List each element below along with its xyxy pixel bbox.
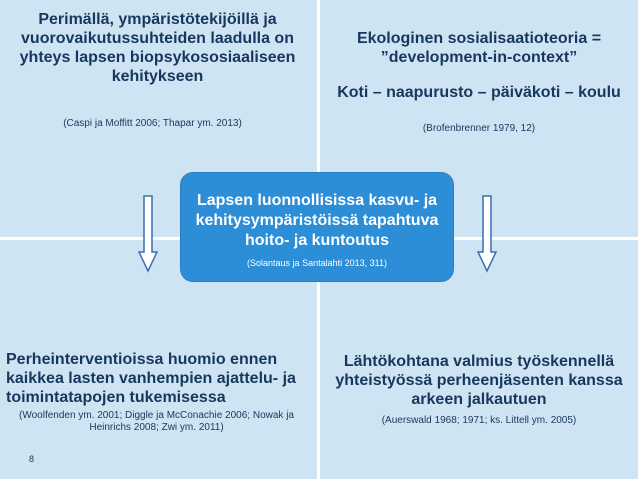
- page-number: 8: [29, 454, 35, 464]
- center-box: [181, 173, 453, 281]
- bottom-left-citation: (Woolfenden ym. 2001; Diggle ja McConachie 2006; Nowak ja Heinrichs 2008; Zwi ym. 2011): [19, 410, 294, 433]
- bottom-right-heading: Lähtökohtana valmius työskennellä yhteistyössä perheenjäsenten kanssa arkeen jalkautuen: [335, 353, 623, 408]
- top-right-subheading: Koti – naapurusto – päiväkoti – koulu: [337, 84, 621, 101]
- down-arrow-right-icon: [477, 194, 497, 274]
- top-right-citation: (Brofenbrenner 1979, 12): [422, 123, 536, 134]
- bottom-left-heading: Perheinterventioissa huomio ennen kaikkea lasten vanhempien ajattelu- ja toimintatapojen tukemisessa: [6, 351, 296, 406]
- center-citation: (Solantaus ja Santalahti 2013, 311): [247, 258, 387, 268]
- top-left-citation: (Caspi ja Moffitt 2006; Thapar ym. 2013): [63, 118, 242, 129]
- down-arrow-left-icon: [138, 194, 158, 274]
- top-left-heading: Perimällä, ympäristötekijöillä ja vuorovaikutussuhteiden laadulla on yhteys lapsen biopsykososiaaliseen kehitykseen: [19, 11, 296, 85]
- top-right-heading: Ekologinen sosialisaatioteoria = ”development-in-context”: [356, 30, 602, 66]
- center-heading: Lapsen luonnollisissa kasvu- ja kehitysympäristöissä tapahtuva hoito- ja kuntoutus: [195, 192, 439, 249]
- bottom-right-citation: (Auerswald 1968; 1971; ks. Littell ym. 2005): [381, 415, 577, 426]
